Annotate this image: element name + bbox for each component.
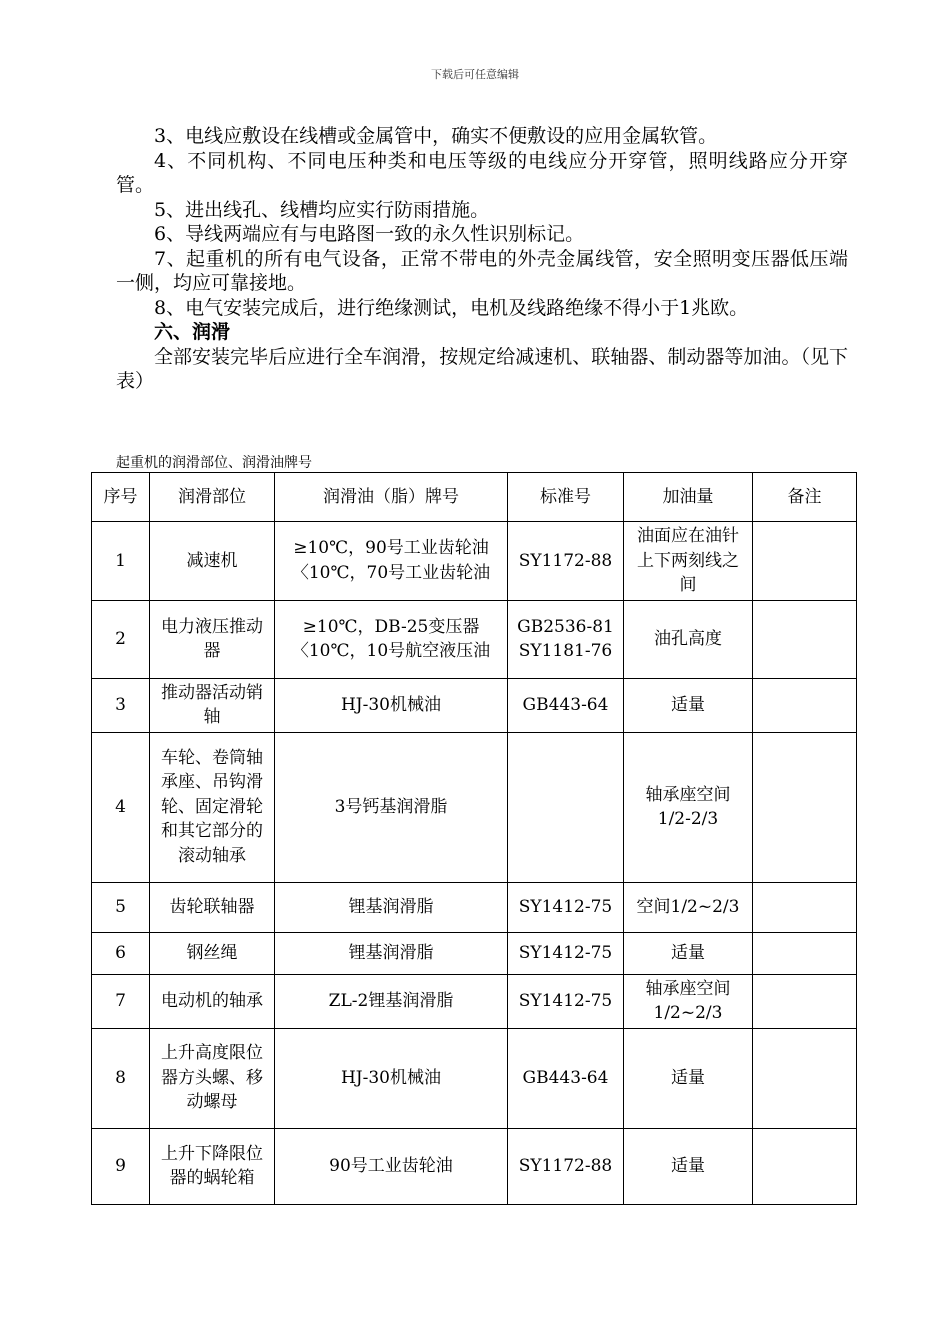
- cell-part: 车轮、卷筒轴承座、吊钩滑轮、固定滑轮和其它部分的滚动轴承: [150, 732, 275, 882]
- header-part: 润滑部位: [150, 473, 275, 522]
- table-header-row: [92, 473, 857, 522]
- section-text: 全部安装完毕后应进行全车润滑，按规定给减速机、联轴器、制动器等加油。（见下表）: [116, 345, 848, 392]
- cell-note: [753, 1128, 857, 1204]
- paragraph-6: 6、导线两端应有与电路图一致的永久性识别标记。: [154, 223, 585, 245]
- header-oil: 润滑油（脂）牌号: [275, 473, 508, 522]
- cell-standard: SY1412-75: [508, 974, 624, 1028]
- cell-oil: 90号工业齿轮油: [275, 1128, 508, 1204]
- header-amount: 加油量: [624, 473, 753, 522]
- header-standard: 标准号: [508, 473, 624, 522]
- table-body: [92, 522, 857, 1205]
- cell-seq: 6: [92, 932, 150, 974]
- table-row: [92, 732, 857, 882]
- cell-amount: 油孔高度: [624, 600, 753, 678]
- cell-oil: ZL-2锂基润滑脂: [275, 974, 508, 1028]
- paragraph-5: 5、进出线孔、线槽均应实行防雨措施。: [154, 198, 490, 221]
- cell-standard: GB443-64: [508, 1028, 624, 1128]
- table-row: [92, 974, 857, 1028]
- cell-note: [753, 522, 857, 601]
- cell-standard: SY1172-88: [508, 1128, 624, 1204]
- cell-amount: 适量: [624, 932, 753, 974]
- cell-note: [753, 732, 857, 882]
- cell-note: [753, 974, 857, 1028]
- cell-seq: 2: [92, 600, 150, 678]
- cell-seq: 5: [92, 882, 150, 932]
- cell-standard: SY1412-75: [508, 932, 624, 974]
- cell-seq: 8: [92, 1028, 150, 1128]
- cell-part: 减速机: [150, 522, 275, 601]
- cell-amount: 适量: [624, 1028, 753, 1128]
- header-seq: 序号: [92, 473, 150, 522]
- cell-amount: 适量: [624, 1128, 753, 1204]
- cell-oil: ≥10℃，DB-25变压器 〈10℃，10号航空液压油: [275, 600, 508, 678]
- cell-part: 电力液压推动器: [150, 600, 275, 678]
- header-note: 备注: [753, 473, 857, 522]
- cell-note: [753, 678, 857, 732]
- table-row: [92, 932, 857, 974]
- cell-seq: 7: [92, 974, 150, 1028]
- cell-standard: GB443-64: [508, 678, 624, 732]
- cell-standard: SY1172-88: [508, 522, 624, 601]
- section-heading: 六、润滑: [154, 321, 231, 343]
- cell-part: 钢丝绳: [150, 932, 275, 974]
- cell-oil: 锂基润滑脂: [275, 932, 508, 974]
- table-row: [92, 1128, 857, 1204]
- cell-standard: SY1412-75: [508, 882, 624, 932]
- cell-amount: 适量: [624, 678, 753, 732]
- cell-amount: 轴承座空间1/2-2/3: [624, 732, 753, 882]
- cell-oil: HJ-30机械油: [275, 678, 508, 732]
- paragraph-7: 7、起重机的所有电气设备，正常不带电的外壳金属线管，安全照明变压器低压端一侧，均应可靠接地。: [116, 247, 848, 294]
- cell-part: 齿轮联轴器: [150, 882, 275, 932]
- table-row: [92, 1028, 857, 1128]
- cell-seq: 1: [92, 522, 150, 601]
- cell-part: 上升下降限位器的蜗轮箱: [150, 1128, 275, 1204]
- cell-seq: 9: [92, 1128, 150, 1204]
- table-row: [92, 882, 857, 932]
- cell-oil: 3号钙基润滑脂: [275, 732, 508, 882]
- table-row: [92, 522, 857, 601]
- cell-note: [753, 932, 857, 974]
- cell-note: [753, 882, 857, 932]
- body-text: [116, 124, 848, 394]
- table-row: [92, 600, 857, 678]
- cell-amount: 轴承座空间1/2~2/3: [624, 974, 753, 1028]
- cell-amount: 空间1/2~2/3: [624, 882, 753, 932]
- cell-seq: 4: [92, 732, 150, 882]
- cell-note: [753, 1028, 857, 1128]
- table-row: [92, 678, 857, 732]
- cell-oil: HJ-30机械油: [275, 1028, 508, 1128]
- cell-part: 推动器活动销轴: [150, 678, 275, 732]
- cell-oil: 锂基润滑脂: [275, 882, 508, 932]
- paragraph-3: 3、电线应敷设在线槽或金属管中，确实不便敷设的应用金属软管。: [154, 125, 718, 147]
- cell-part: 电动机的轴承: [150, 974, 275, 1028]
- paragraph-4: 4、不同机构、不同电压种类和电压等级的电线应分开穿管，照明线路应分开穿管。: [116, 149, 848, 196]
- cell-oil: ≥10℃，90号工业齿轮油 〈10℃，70号工业齿轮油: [275, 522, 508, 601]
- cell-standard: GB2536-81 SY1181-76: [508, 600, 624, 678]
- cell-seq: 3: [92, 678, 150, 732]
- cell-standard: [508, 732, 624, 882]
- lubrication-table: [91, 472, 857, 1205]
- paragraph-8: 8、电气安装完成后，进行绝缘测试，电机及线路绝缘不得小于1兆欧。: [154, 296, 749, 319]
- page-header: 下载后可任意编辑: [431, 68, 519, 81]
- cell-part: 上升高度限位器方头螺、移动螺母: [150, 1028, 275, 1128]
- cell-amount: 油面应在油针上下两刻线之间: [624, 522, 753, 601]
- table-caption: 起重机的润滑部位、润滑油牌号: [116, 455, 312, 471]
- cell-note: [753, 600, 857, 678]
